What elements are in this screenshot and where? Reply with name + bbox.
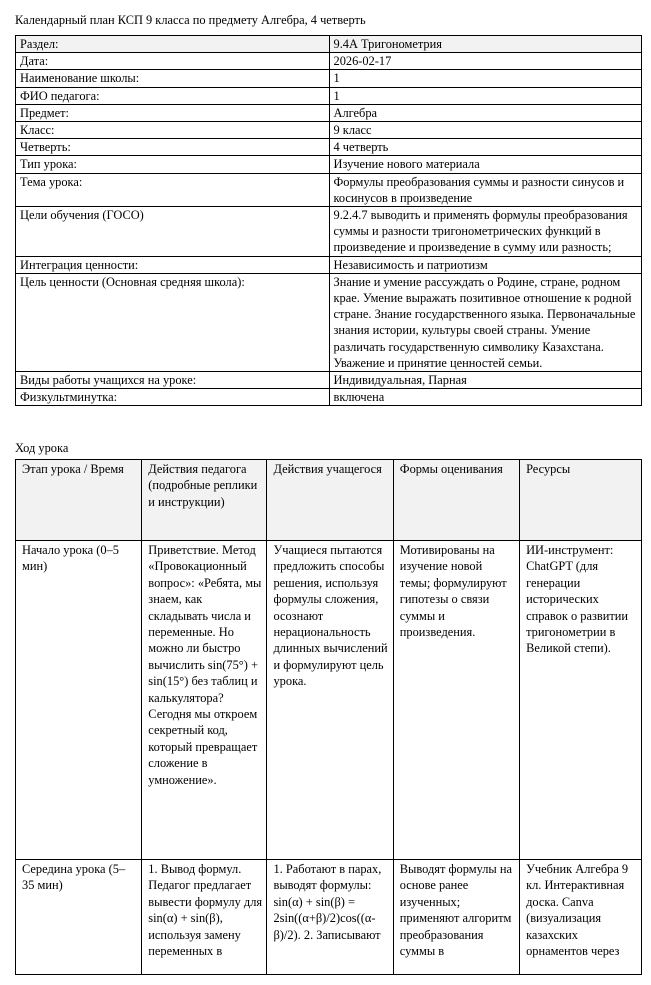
info-key: Раздел: — [16, 36, 330, 53]
info-key: Интеграция ценности: — [16, 256, 330, 273]
info-value: 9 класс — [329, 122, 642, 139]
info-key: Тема урока: — [16, 173, 330, 206]
info-row-date — [16, 53, 642, 70]
info-row-quarter — [16, 139, 642, 156]
info-key: Дата: — [16, 53, 330, 70]
stage-cell: Начало урока (0–5 мин) — [16, 541, 142, 860]
info-key: Наименование школы: — [16, 70, 330, 87]
info-table — [15, 35, 642, 406]
info-value: Знание и умение рассуждать о Родине, стране, родном крае. Умение выражать позитивное отношение к родной стране. Знание государственного языка. Первоначальные знания истории, культуры своей страны. Умение различать государственную символику Казахстана. Уважение и принятие ценностей семьи. — [329, 273, 642, 371]
teacher-actions-cell: Приветствие. Метод «Провокационный вопрос»: «Ребята, мы знаем, как складывать числа и переменные. Но можно ли быстро вычислить sin(75°) + sin(15°) без таблиц и калькулятора? Сегодня мы откроем секретный код, который превращает сложение в умножение». — [142, 541, 267, 860]
info-value: Изучение нового материала — [329, 156, 642, 173]
assessment-cell — [393, 860, 519, 975]
info-key: ФИО педагога: — [16, 87, 330, 104]
info-row-learning-goals — [16, 207, 642, 257]
student-actions-cell — [267, 860, 393, 975]
info-key: Предмет: — [16, 104, 330, 121]
lesson-table-header — [16, 460, 642, 541]
info-value: 2026-02-17 — [329, 53, 642, 70]
info-row-section — [16, 36, 642, 53]
info-row-topic — [16, 173, 642, 206]
column-header-teacher-actions: Действия педагога (подробные реплики и инструкции) — [142, 460, 267, 541]
teacher-actions-text: 1. Вывод формул. Педагог предлагает вывести формулу для sin(α) + sin(β), используя замену переменных в — [148, 862, 263, 959]
info-row-class — [16, 122, 642, 139]
column-header-assessment: Формы оценивания — [393, 460, 519, 541]
teacher-actions-cell — [142, 860, 267, 975]
stage-text: Середина урока (5–35 мин) — [22, 862, 126, 893]
info-key: Цели обучения (ГОСО) — [16, 207, 330, 257]
info-value: 9.2.4.7 выводить и применять формулы преобразования суммы и разности тригонометрических функций в произведение и произведение в сумму или разность; — [329, 207, 642, 257]
lesson-flow-heading: Ход урока — [15, 441, 69, 455]
info-row-school — [16, 70, 642, 87]
info-row-exercise — [16, 389, 642, 406]
document-title: Календарный план КСП 9 класса по предмету Алгебра, 4 четверть — [15, 13, 366, 27]
info-key: Цель ценности (Основная средняя школа): — [16, 273, 330, 371]
student-actions-cell: Учащиеся пытаются предложить способы решения, используя формулы сложения, осознают нерациональность длинных вычислений и формулируют цель урока. — [267, 541, 393, 860]
info-key: Тип урока: — [16, 156, 330, 173]
info-key: Класс: — [16, 122, 330, 139]
info-row-subject — [16, 104, 642, 121]
resources-cell — [520, 860, 642, 975]
resources-text: Учебник Алгебра 9 кл. Интерактивная доска. Canva (визуализация казахских орнаментов через — [526, 862, 629, 959]
info-row-teacher — [16, 87, 642, 104]
column-header-resources: Ресурсы — [520, 460, 642, 541]
info-row-lesson-type — [16, 156, 642, 173]
info-value: Формулы преобразования суммы и разности синусов и косинусов в произведение — [329, 173, 642, 206]
info-value: Независимость и патриотизм — [329, 256, 642, 273]
info-value: 1 — [329, 87, 642, 104]
info-row-value-goal — [16, 273, 642, 371]
info-value: Индивидуальная, Парная — [329, 372, 642, 389]
assessment-text: Выводят формулы на основе ранее изученных; применяют алгоритм преобразования суммы в — [399, 862, 512, 959]
info-value: 9.4А Тригонометрия — [329, 36, 642, 53]
info-value: включена — [329, 389, 642, 406]
info-value: 4 четверть — [329, 139, 642, 156]
student-actions-text: 1. Работают в парах, выводят формулы: sin(α) + sin(β) = 2sin((α+β)/2)cos((α-β)/2). 2. Записывают — [273, 862, 382, 942]
info-key: Физкультминутка: — [16, 389, 330, 406]
resources-cell: ИИ-инструмент: ChatGPT (для генерации исторических справок о развитии тригонометрии в Великой степи). — [520, 541, 642, 860]
info-key: Четверть: — [16, 139, 330, 156]
stage-cell — [16, 860, 142, 975]
info-value: Алгебра — [329, 104, 642, 121]
column-header-stage: Этап урока / Время — [16, 460, 142, 541]
info-row-work-types — [16, 372, 642, 389]
assessment-cell: Мотивированы на изучение новой темы; формулируют гипотезы о связи суммы и произведения. — [393, 541, 519, 860]
info-key: Виды работы учащихся на уроке: — [16, 372, 330, 389]
lesson-flow-table — [15, 459, 642, 975]
lesson-row-start — [16, 541, 642, 860]
info-value: 1 — [329, 70, 642, 87]
lesson-row-middle — [16, 860, 642, 975]
info-row-value-integration — [16, 256, 642, 273]
column-header-student-actions: Действия учащегося — [267, 460, 393, 541]
